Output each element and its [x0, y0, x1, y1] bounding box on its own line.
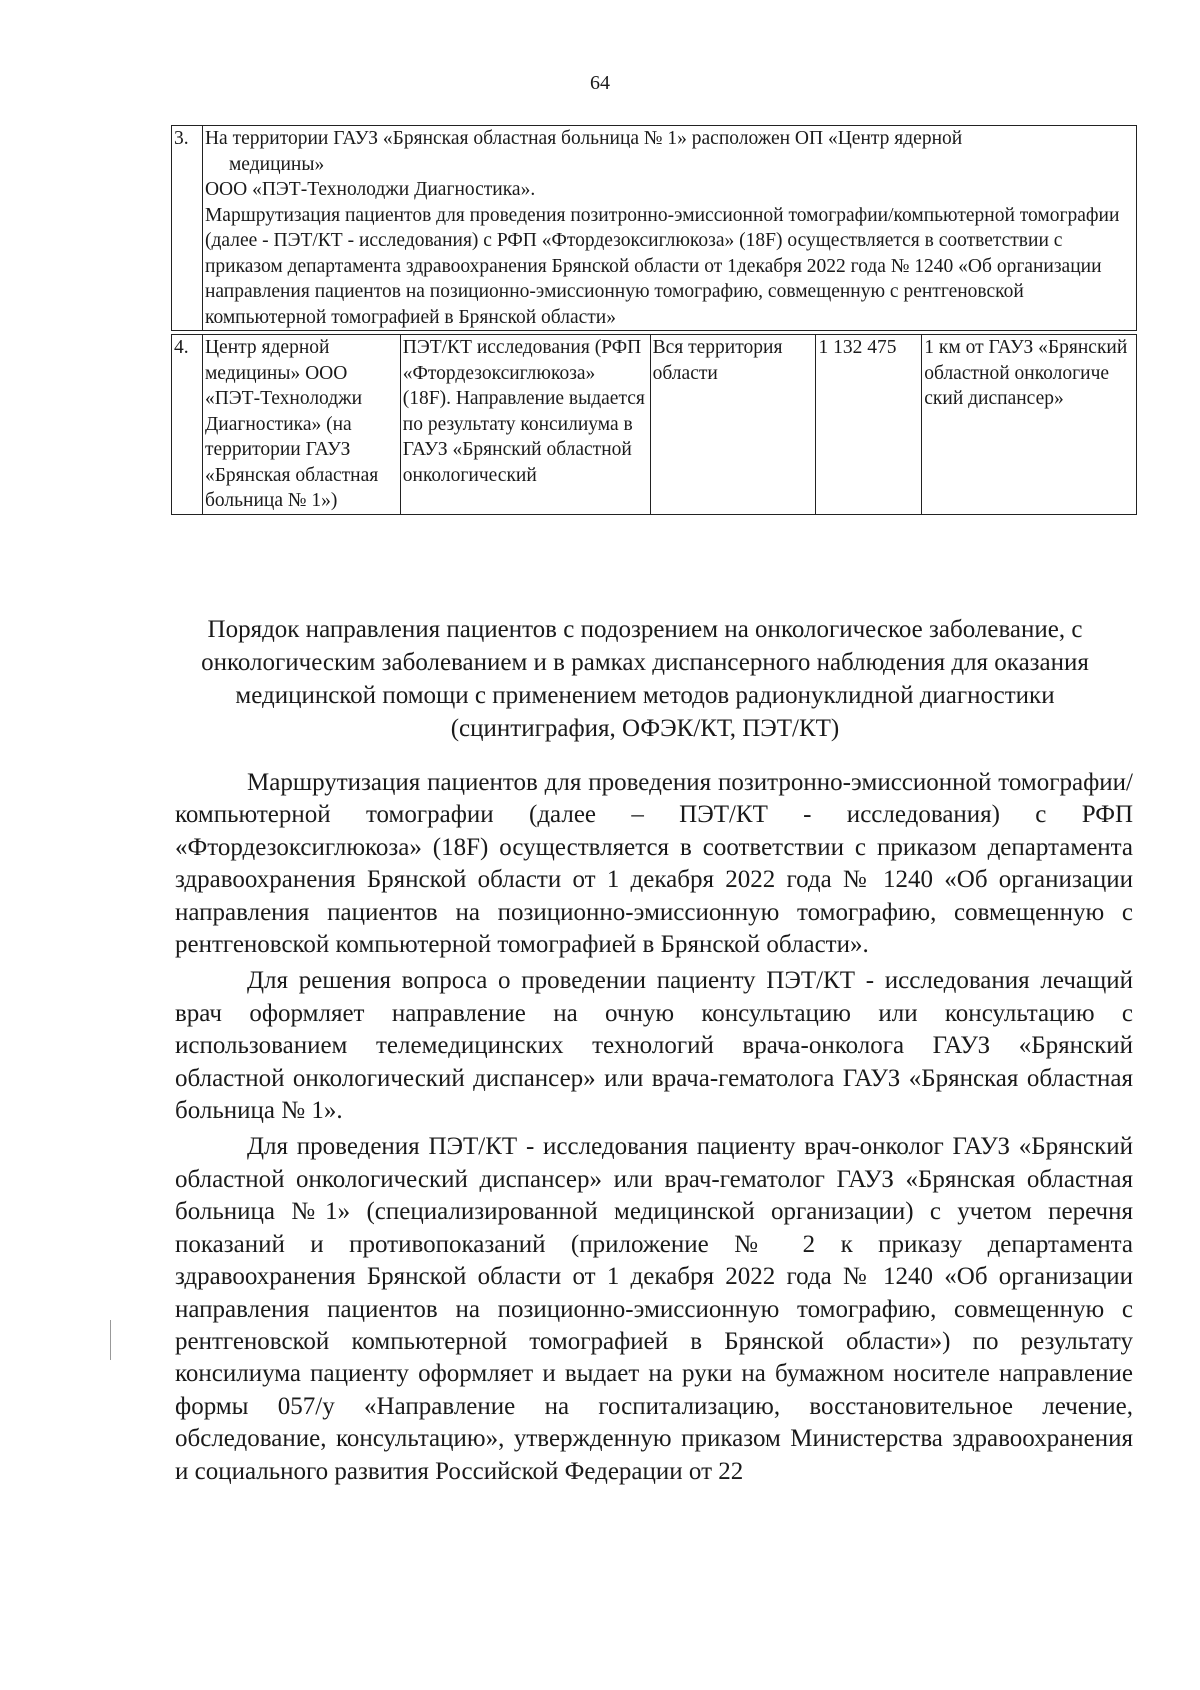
- row-number: 3.: [172, 126, 203, 331]
- section-heading: Порядок направления пациентов с подозрением на онкологическое заболевание, с онкологическим заболеванием и в рамках диспансерного наблюдения для оказания медицинской помощи с применением методов радионуклидной диагностики (сцинтиграфия, ОФЭК/КТ, ПЭТ/КТ): [201, 616, 1089, 742]
- table-row-4: [172, 335, 1137, 515]
- paragraph: Для решения вопроса о проведении пациенту ПЭТ/КТ - исследования лечащий врач оформляет направление на очную консультацию или консультацию с использованием телемедицинских технологий врача-онколога ГАУЗ «Брянский областной онкологический диспансер» или врача-гематолога ГАУЗ «Брянская областная больница № 1».: [175, 967, 1133, 1125]
- row3-line-2: медицины»: [228, 153, 325, 175]
- distance-cell: 1 км от ГАУЗ «Брянский областной онкологиче ский диспансер»: [922, 335, 1137, 515]
- territory-cell: Вся территория области: [650, 335, 816, 515]
- row-number: 4.: [172, 335, 203, 515]
- table-row-3: [172, 126, 1137, 331]
- population-cell: 1 132 475: [816, 335, 922, 515]
- paragraph: Для проведения ПЭТ/КТ - исследования пациенту врач-онколог ГАУЗ «Брянский областной онкологический диспансер» или врач-гематолог ГАУЗ «Брянская областная больница №1» (специализированной медицинской организации) с учетом перечня показаний и противопоказаний (приложение № 2 к приказу департамента здравоохранения Брянской области от 1 декабря 2022 года № 1240 «Об организации направления пациентов на позиционно-эмиссионную томографию, совмещенную с рентгеновской компьютерной томографией в Брянской области») по результату консилиума пациенту оформляет и выдает на руки на бумажном носителе направление формы 057/у «Направление на госпитализацию, восстановительное лечение, обследование, консультацию», утвержденную приказом Министерства здравоохранения и социального развития Российской Федерации от 22: [175, 1133, 1133, 1485]
- row3-line-4: Маршрутизация пациентов для проведения позитронно-эмиссионной томографии/компьютерной томографии (далее - ПЭТ/КТ - исследования) с РФП «Фтордезоксиглюкоза» (18F) осуществляется в соответствии с приказом департамента здравоохранения Брянской области от 1декабря 2022 года № 1240 «Об организации направления пациентов на позиционно-эмиссионную томографию, совмещенную с рентгеновской компьютерной томографией в Брянской области»: [204, 204, 1120, 328]
- body-text: [175, 767, 1133, 1492]
- row3-line-3: ООО «ПЭТ-Технолоджи Диагностика».: [204, 179, 536, 200]
- service-cell: ПЭТ/КТ исследования (РФП «Фтордезоксиглюкоза» (18F). Направление выдается по результату консилиума в ГАУЗ «Брянский областной онкологический: [400, 335, 650, 515]
- row3-line-1: На территории ГАУЗ «Брянская областная больница № 1» расположен ОП «Центр ядерной: [204, 128, 963, 149]
- margin-mark: [110, 1320, 111, 1360]
- row3-cell: [202, 126, 1136, 331]
- organization-cell: Центр ядерной медицины» ООО «ПЭТ-Технолоджи Диагностика» (на территории ГАУЗ «Брянская областная больница № 1»): [202, 335, 400, 515]
- routing-table: [171, 125, 1137, 515]
- page-number: 64: [590, 72, 610, 94]
- paragraph: Маршрутизация пациентов для проведения позитронно-эмиссионной томографии/компьютерной томографии (далее – ПЭТ/КТ - исследования) с РФП «Фтордезоксиглюкоза» (18F) осуществляется в соответствии с приказом департамента здравоохранения Брянской области от 1 декабря 2022 года № 1240 «Об организации направления пациентов на позиционно-эмиссионную томографию, совмещенную с рентгеновской компьютерной томографией в Брянской области».: [175, 769, 1133, 959]
